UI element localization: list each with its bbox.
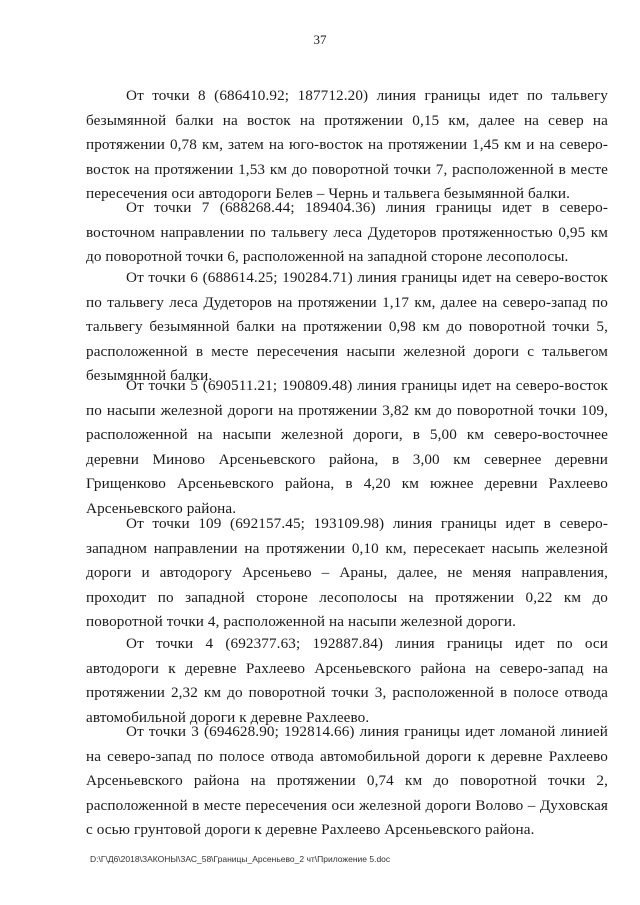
boundary-paragraph-point-8: От точки 8 (686410.92; 187712.20) линия границы идет по тальвегу безымянной балки на восток на протяжении 0,15 км, далее на север на протяжении 0,78 км, затем на юго-восток на протяжении 1,45 км и на северо-восток на протяжении 1,53 км до поворотной точки 7, расположенной в месте пересечения оси автодороги Белев – Чернь и тальвега безымянной балки. bbox=[86, 87, 608, 203]
boundary-paragraph-point-6: От точки 6 (688614.25; 190284.71) линия границы идет на северо-восток по тальвегу леса Дудеторов на протяжении 1,17 км, далее на северо-запад по тальвегу безымянной балки на протяжении 0,98 км до поворотной точки 5, расположенной в месте пересечения насыпи железной дороги с тальвегом безымянной балки. bbox=[86, 269, 608, 385]
boundary-paragraph-point-5: От точки 5 (690511.21; 190809.48) линия границы идет на северо-восток по насыпи железной дороги на протяжении 3,82 км до поворотной точки 109, расположенной на насыпи железной дороги, в 5,00 км северо-восточнее деревни Миново Арсеньевского района, в 3,00 км севернее деревни Грищенково Арсеньевского района, в 4,20 км южнее деревни Рахлеево Арсеньевского района. bbox=[86, 377, 608, 517]
boundary-paragraph-point-4: От точки 4 (692377.63; 192887.84) линия границы идет по оси автодороги к деревне Рахлеево Арсеньевского района на северо-запад на протяжении 2,32 км до поворотной точки 3, расположенной в полосе отвода автомобильной дороги к деревне Рахлеево. bbox=[86, 635, 608, 726]
page-number: 37 bbox=[313, 32, 327, 47]
boundary-paragraph-point-109: От точки 109 (692157.45; 193109.98) линия границы идет в северо-западном направлении на протяжении 0,10 км, пересекает насыпь железной дороги и автодорогу Арсеньево – Араны, далее, не меняя направления, проходит по западной стороне лесополосы на протяжении 0,22 км до поворотной точки 4, расположенной на насыпи железной дороги. bbox=[86, 515, 608, 631]
boundary-paragraph-point-3: От точки 3 (694628.90; 192814.66) линия границы идет ломаной линией на северо-запад по полосе отвода автомобильной дороги к деревне Рахлеево Арсеньевского района на протяжении 0,74 км до поворотной точки 2, расположенной в месте пересечения оси железной дороги Волово – Духовская с осью грунтовой дороги к деревне Рахлеево Арсеньевского района. bbox=[86, 723, 608, 839]
boundary-paragraph-point-7: От точки 7 (688268.44; 189404.36) линия границы идет в северо-восточном направлении по тальвегу леса Дудеторов протяженностью 0,95 км до поворотной точки 6, расположенной на западной стороне лесополосы. bbox=[86, 199, 608, 266]
footer-file-path: D:\Г\Д6\2018\ЗАКОНЫ\ЗАС_58\Границы_Арсеньево_2 чт\Приложение 5.doc bbox=[90, 854, 391, 864]
